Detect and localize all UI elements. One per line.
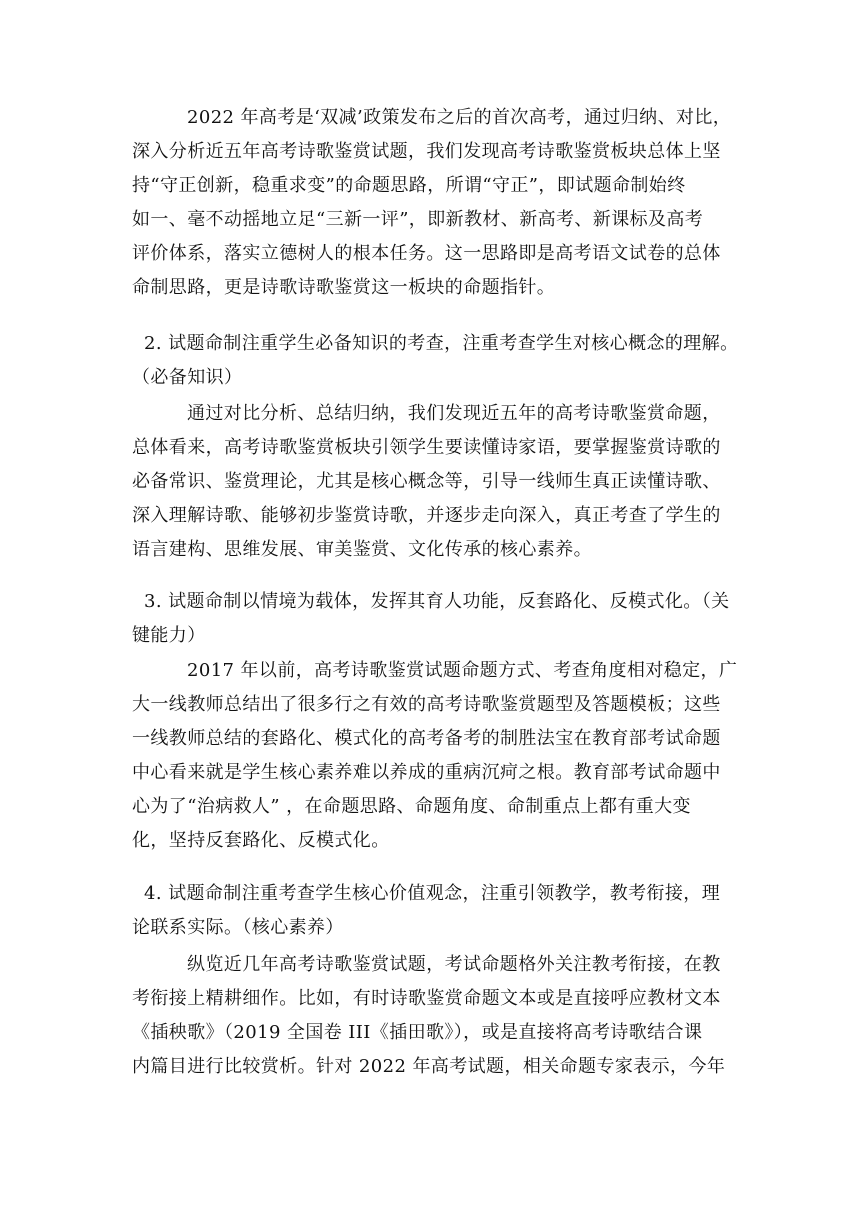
text-line: 如一、毫不动摇地立足“三新一评”，即新教材、新高考、新课标及高考: [132, 209, 704, 230]
text-line: 深入分析近五年高考诗歌鉴赏试题，我们发现高考诗歌鉴赏板块总体上坚: [132, 141, 721, 162]
section-heading-3: [132, 585, 752, 653]
heading-line: （必备知识）: [132, 367, 243, 388]
text-line: 中心看来就是学生核心素养难以养成的重病沉疴之根。教育部考试命题中: [132, 762, 721, 783]
text-line: 持“守正创新，稳重求变”的命题思路，所谓“守正”，即试题命制始终: [132, 175, 686, 196]
text-line: 心为了“治病救人” ，在命题思路、命题角度、命制重点上都有重大变: [132, 796, 691, 817]
body-paragraph-4: [132, 948, 752, 1084]
heading-line: 论联系实际。（核心素养）: [132, 917, 344, 938]
section-heading-2: [132, 327, 752, 395]
text-line: 化，坚持反套路化、反模式化。: [132, 830, 390, 851]
text-line: 一线教师总结的套路化、模式化的高考备考的制胜法宝在教育部考试命题: [132, 728, 721, 749]
text-line: 必备常识、鉴赏理论，尤其是核心概念等，引导一线师生真正读懂诗歌、: [132, 471, 721, 492]
text-line: 2017 年以前，高考诗歌鉴赏试题命题方式、考查角度相对稳定，广: [187, 660, 738, 681]
text-line: 内篇目进行比较赏析。针对 2022 年高考试题，相关命题专家表示，今年: [132, 1056, 726, 1077]
intro-paragraph: [132, 101, 752, 305]
text-line: 纵览近几年高考诗歌鉴赏试题，考试命题格外关注教考衔接，在教: [187, 954, 721, 975]
heading-line: 4. 试题命制注重考查学生核心价值观念，注重引领教学，教考衔接，理: [144, 883, 721, 904]
section-heading-4: [132, 877, 752, 945]
heading-line: 3. 试题命制以情境为载体，发挥其育人功能，反套路化、反模式化。（关: [144, 591, 730, 612]
text-line: 《插秧歌》（2019 全国卷 III《插田歌》），或是直接将高考诗歌结合课: [132, 1022, 703, 1043]
body-paragraph-2: [132, 397, 752, 567]
text-line: 评价体系，落实立德树人的根本任务。这一思路即是高考语文试卷的总体: [132, 243, 721, 264]
text-line: 2022 年高考是‘双减’政策发布之后的首次高考，通过归纳、对比，: [187, 107, 732, 128]
text-line: 深入理解诗歌、能够初步鉴赏诗歌，并逐步走向深入，真正考查了学生的: [132, 505, 721, 526]
text-line: 大一线教师总结出了很多行之有效的高考诗歌鉴赏题型及答题模板；这些: [132, 694, 721, 715]
heading-line: 2. 试题命制注重学生必备知识的考查，注重考查学生对核心概念的理解。: [144, 333, 739, 354]
body-paragraph-3: [132, 654, 752, 858]
text-line: 总体看来，高考诗歌鉴赏板块引领学生要读懂诗家语，要掌握鉴赏诗歌的: [132, 437, 721, 458]
text-line: 命制思路，更是诗歌诗歌鉴赏这一板块的命题指针。: [132, 277, 556, 298]
text-line: 语言建构、思维发展、审美鉴赏、文化传承的核心素养。: [132, 539, 592, 560]
heading-line: 键能力）: [132, 625, 206, 646]
text-line: 考衔接上精耕细作。比如，有时诗歌鉴赏命题文本或是直接呼应教材文本: [132, 988, 721, 1009]
text-line: 通过对比分析、总结归纳，我们发现近五年的高考诗歌鉴赏命题，: [187, 403, 721, 424]
